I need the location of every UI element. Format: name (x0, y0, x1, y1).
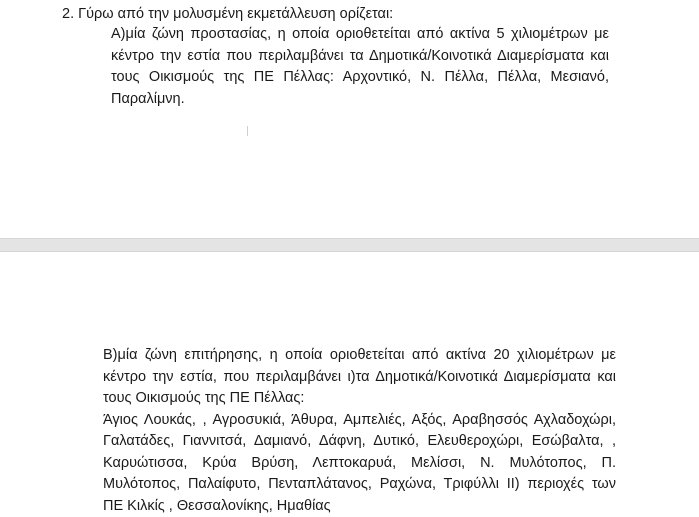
surveillance-zone-line-5: Γαλατάδες, Γιαννιτσά, Δαμιανό, Δάφνη, Δυτικό, Ελευθεροχώρι, Εσώβαλτα, , (103, 431, 616, 453)
scan-artifact-mark (247, 126, 248, 136)
surveillance-zone-line-1: Β)μία ζώνη επιτήρησης, η οποία οριοθετείται από ακτίνα 20 χιλιομέτρων με (103, 345, 616, 367)
surveillance-zone-line-8: ΠΕ Κιλκίς , Θεσσαλονίκης, Ημαθίας (103, 496, 616, 517)
protection-zone-line-4: Παραλίμνη. (111, 89, 609, 111)
surveillance-zone-line-7: Μυλότοπος, Παλαίφυτο, Πενταπλάτανος, Ραχώνα, Τριφύλλι ΙΙ) περιοχές των (103, 474, 616, 496)
protection-zone-line-1: Α)μία ζώνη προστασίας, η οποία οριοθετείται από ακτίνα 5 χιλιομέτρων με (111, 24, 609, 46)
protection-zone-line-2: κέντρο την εστία που περιλαμβάνει τα Δημοτικά/Κοινοτικά Διαμερίσματα και (111, 46, 609, 68)
surveillance-zone-line-4: Άγιος Λουκάς, , Αγροσυκιά, Άθυρα, Αμπελιές, Αξός, Αραβησσός Αχλαδοχώρι, (103, 410, 616, 432)
surveillance-zone-line-6: Καρυώτισσα, Κρύα Βρύση, Λεπτοκαρυά, Μελίσσι, Ν. Μυλότοπος, Π. (103, 453, 616, 475)
section-heading: 2. Γύρω από την μολυσμένη εκμετάλλευση ορίζεται: (62, 5, 393, 23)
page-separator (0, 238, 699, 252)
surveillance-zone-line-3: τους Οικισμούς της ΠΕ Πέλλας: (103, 388, 616, 410)
document-page-top (0, 0, 699, 238)
protection-zone-line-3: τους Οικισμούς της ΠΕ Πέλλας: Αρχοντικό, Ν. Πέλλα, Πέλλα, Μεσιανό, (111, 67, 609, 89)
surveillance-zone-paragraph (103, 345, 616, 517)
protection-zone-paragraph (111, 24, 609, 110)
surveillance-zone-line-2: κέντρο την εστία, που περιλαμβάνει ι)τα Δημοτικά/Κοινοτικά Διαμερίσματα και (103, 367, 616, 389)
